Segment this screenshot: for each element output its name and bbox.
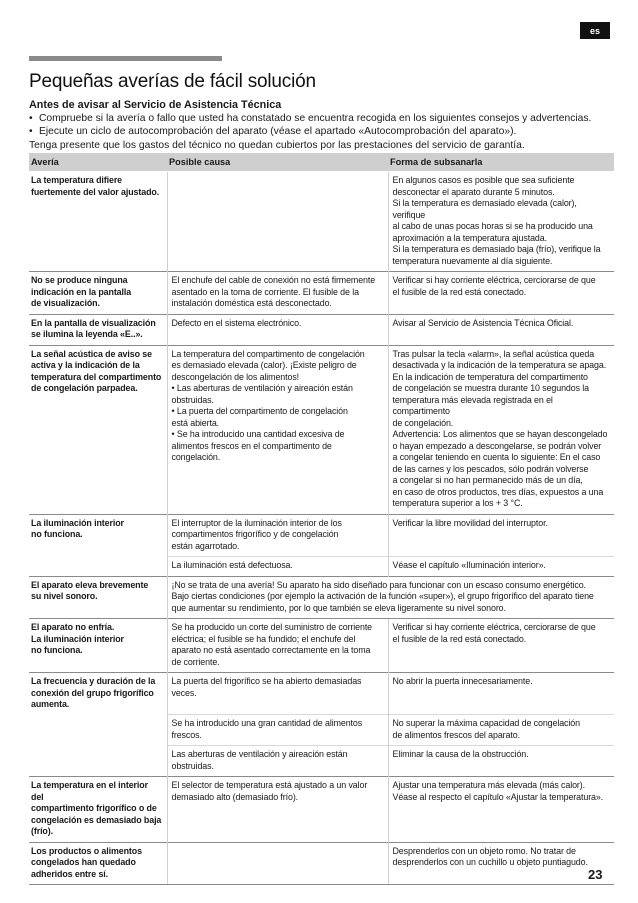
text-line: desprenderlos con un cuchillo u objeto puntiagudo.: [392, 857, 588, 867]
text-line: En algunos casos es posible que sea suficiente: [392, 175, 575, 185]
remedy-cell: [388, 557, 614, 577]
text-line: aproximación a la temperatura ajustada.: [392, 232, 547, 243]
intro-bullet-text: Ejecute un ciclo de autocomprobación del aparato (véase el apartado «Autocomprobación del aparato»).: [39, 126, 517, 138]
cause-cell: [167, 842, 388, 885]
text-line: Véase al respecto el capítulo «Ajustar la temperatura».: [392, 791, 604, 802]
text-line: La iluminación está defectuosa.: [171, 560, 293, 570]
cause-cell: [167, 673, 388, 715]
text-line: (frío).: [31, 826, 53, 836]
table-row: [29, 842, 614, 885]
text-line: Los productos o alimentos: [31, 845, 142, 856]
fault-cell: [29, 345, 167, 514]
table-row: [29, 746, 614, 777]
intro-block: [29, 99, 614, 152]
cause-cell: [167, 557, 388, 577]
cause-cell: [167, 314, 388, 345]
text-line: Si la temperatura es demasiado elevada (calor), verifique: [392, 198, 577, 220]
text-line: La señal acústica de aviso se: [31, 348, 152, 359]
text-line: El interruptor de la iluminación interior de los: [171, 517, 342, 528]
text-line: de congelación.: [392, 417, 454, 428]
header-fault: Avería: [29, 153, 167, 172]
table-row: [29, 172, 614, 272]
table-row: [29, 314, 614, 345]
text-line: aparato no está asentado correctamente en la toma: [171, 645, 371, 655]
text-line: En la indicación de temperatura del compartimento: [392, 371, 588, 382]
text-line: temperatura más elevada registrada en el compartimento: [392, 394, 553, 416]
table-row: [29, 619, 614, 673]
intro-bullet-text: Compruebe si la avería o fallo que usted ha constatado se encuentra recogida en los siguientes consejos y advertencias.: [39, 113, 592, 125]
text-line: el fusible de la red está conectado.: [392, 633, 527, 644]
text-line: desconectar el aparato durante 5 minutos.: [392, 186, 555, 197]
table-row: [29, 777, 614, 843]
fault-cell: [29, 172, 167, 272]
text-line: Verificar si hay corriente eléctrica, cerciorarse de que: [392, 275, 596, 285]
text-line: Se ha introducido una gran cantidad de alimentos: [171, 718, 363, 728]
text-line: No superar la máxima capacidad de congelación: [392, 718, 580, 728]
remedy-cell: [388, 777, 614, 843]
table-row: [29, 673, 614, 715]
text-line: temperatura del compartimento: [31, 371, 162, 382]
text-line: o hayan empezado a descongelarse, se podrán volver: [392, 440, 602, 451]
text-line: congelados han quedado: [31, 857, 136, 867]
text-line: • La puerta del compartimento de congelación: [171, 406, 348, 416]
text-line: Verificar la libre movilidad del interruptor.: [392, 517, 548, 528]
language-badge: es: [580, 22, 610, 39]
text-line: es demasiado elevada (calor). ¡Existe peligro de: [171, 360, 357, 370]
cause-cell: [167, 715, 388, 746]
fault-cell: [29, 842, 167, 885]
text-line: demasiado alto (demasiado frío).: [171, 791, 299, 802]
text-line: fuertemente del valor ajustado.: [31, 186, 160, 197]
bullet-icon: •: [29, 113, 33, 125]
fault-cell: [29, 673, 167, 715]
table-row: [29, 272, 614, 315]
page-title: Pequeñas averías de fácil solución: [29, 71, 316, 92]
fault-cell: [29, 576, 167, 619]
table-row: [29, 715, 614, 746]
table-row: [29, 576, 614, 619]
text-line: Tras pulsar la tecla «alarm», la señal acústica queda: [392, 348, 595, 359]
header-cause: Posible causa: [167, 153, 388, 172]
text-line: se ilumina la leyenda «E..».: [31, 329, 143, 339]
text-line: La iluminación interior: [31, 633, 124, 644]
text-line: Se ha producido un corte del suministro de corriente: [171, 622, 373, 632]
table-body: [29, 172, 614, 885]
text-line: ¡No se trata de una avería! Su aparato ha sido diseñado para funcionar con un escaso consumo energético.: [171, 579, 586, 590]
text-line: El aparato eleva brevemente: [31, 579, 149, 590]
text-line: de congelación parpadea.: [31, 383, 138, 393]
text-line: La iluminación interior: [31, 517, 124, 528]
text-line: El selector de temperatura está ajustado a un valor: [171, 780, 368, 790]
text-line: veces.: [171, 687, 197, 698]
text-line: está abierta.: [171, 417, 220, 428]
remedy-cell: [388, 314, 614, 345]
text-line: El aparato no enfría.: [31, 622, 115, 632]
text-line: conexión del grupo frigorífico: [31, 687, 154, 698]
text-line: su nivel sonoro.: [31, 591, 98, 601]
text-line: En la pantalla de visualización: [31, 317, 156, 328]
text-line: no funciona.: [31, 529, 83, 539]
header-remedy: Forma de subsanarla: [388, 153, 614, 172]
text-line: obstruidas.: [171, 394, 214, 405]
cause-cell: [167, 777, 388, 843]
remedy-cell: [388, 172, 614, 272]
text-line: desactivada y la indicación de la temperatura se apaga.: [392, 360, 607, 370]
note-cell: [167, 576, 614, 619]
text-line: compartimento frigorífico o de: [31, 803, 157, 813]
text-line: Véase el capítulo «Iluminación interior».: [392, 560, 546, 570]
text-line: frescos.: [171, 729, 202, 740]
text-line: alimentos frescos en el compartimento de: [171, 440, 332, 451]
text-line: de visualización.: [31, 298, 100, 308]
remedy-cell: [388, 514, 614, 557]
text-line: La puerta del frigorífico se ha abierto demasiadas: [171, 676, 362, 686]
text-line: activa y la indicación de la: [31, 360, 140, 370]
text-line: La temperatura en el interior del: [31, 780, 148, 802]
text-line: instalación doméstica está desconectado.: [171, 298, 332, 308]
text-line: obstruidas.: [171, 760, 214, 771]
text-line: temperatura superior a los + 3 °C.: [392, 498, 523, 508]
cause-cell: [167, 272, 388, 315]
fault-cell: [29, 314, 167, 345]
intro-note: Tenga presente que los gastos del técnico no quedan cubiertos por las prestaciones del servicio de garantía.: [29, 139, 525, 151]
fault-cell: [29, 272, 167, 315]
fault-cell: [29, 557, 167, 577]
text-line: Advertencia: Los alimentos que se hayan descongelado: [392, 429, 608, 439]
text-line: compartimentos frigorífico y de congelación: [171, 529, 339, 539]
text-line: Las aberturas de ventilación y aireación están: [171, 749, 348, 759]
intro-lead: Antes de avisar al Servicio de Asistencia Técnica: [29, 99, 282, 111]
text-line: en caso de otros productos, tres días, expuestos a una: [392, 486, 604, 497]
text-line: eléctrica; el fusible se ha fundido; el enchufe del: [171, 633, 356, 644]
text-line: no funciona.: [31, 645, 83, 655]
text-line: • Se ha introducido una cantidad excesiva de: [171, 429, 345, 439]
text-line: Eliminar la causa de la obstrucción.: [392, 749, 529, 759]
text-line: La temperatura difiere: [31, 175, 123, 185]
table-row: [29, 345, 614, 514]
section-rule: [29, 56, 222, 61]
text-line: al cabo de unas pocas horas si se ha producido una: [392, 221, 593, 231]
text-line: están agarrotado.: [171, 540, 240, 551]
text-line: adheridos entre sí.: [31, 868, 109, 879]
text-line: asentado en la toma de corriente. El fusible de la: [171, 286, 359, 297]
table-row: [29, 557, 614, 577]
text-line: indicación en la pantalla: [31, 286, 132, 297]
text-line: aumenta.: [31, 699, 70, 709]
text-line: Si la temperatura es demasiado baja (frío), verifique la: [392, 244, 601, 254]
cause-cell: [167, 514, 388, 557]
remedy-cell: [388, 673, 614, 715]
text-line: descongelación de los alimentos!: [171, 371, 300, 382]
table-header-row: [29, 153, 614, 172]
text-line: a congelar si no han permanecido más de un día,: [392, 475, 583, 485]
text-line: La frecuencia y duración de la: [31, 676, 156, 686]
remedy-cell: [388, 272, 614, 315]
text-line: • Las aberturas de ventilación y aireación están: [171, 383, 353, 393]
cause-cell: [167, 345, 388, 514]
remedy-cell: [388, 746, 614, 777]
text-line: congelación es demasiado baja: [31, 814, 162, 825]
text-line: El enchufe del cable de conexión no está firmemente: [171, 275, 376, 285]
cause-cell: [167, 619, 388, 673]
text-line: temperatura nuevamente al día siguiente.: [392, 255, 553, 266]
bullet-icon: •: [29, 126, 33, 138]
text-line: No abrir la puerta innecesariamente.: [392, 676, 533, 686]
text-line: de congelación se muestra durante 10 segundos la: [392, 383, 590, 393]
text-line: Bajo ciertas condiciones (por ejemplo la activación de la función «super»), el grupo frigorífico del aparato tiene: [171, 591, 594, 601]
cause-cell: [167, 172, 388, 272]
fault-cell: [29, 715, 167, 746]
text-line: Ajustar una temperatura más elevada (más calor).: [392, 780, 586, 790]
intro-bullet: [29, 125, 614, 138]
remedy-cell: [388, 842, 614, 885]
cause-cell: [167, 746, 388, 777]
page-number: 23: [588, 867, 603, 882]
remedy-cell: [388, 715, 614, 746]
text-line: La temperatura del compartimento de congelación: [171, 348, 365, 359]
text-line: de alimentos frescos del aparato.: [392, 729, 520, 740]
text-line: Defecto en el sistema electrónico.: [171, 317, 302, 328]
remedy-cell: [388, 345, 614, 514]
text-line: de las carnes y los pescados, sólo podrán volverse: [392, 463, 589, 474]
text-line: No se produce ninguna: [31, 275, 128, 285]
text-line: el fusible de la red está conectado.: [392, 286, 527, 297]
intro-bullet: [29, 112, 614, 125]
remedy-cell: [388, 619, 614, 673]
text-line: Desprenderlos con un objeto romo. No tratar de: [392, 845, 576, 856]
fault-cell: [29, 746, 167, 777]
text-line: Verificar si hay corriente eléctrica, cerciorarse de que: [392, 622, 596, 632]
table-row: [29, 514, 614, 557]
fault-cell: [29, 514, 167, 557]
fault-cell: [29, 619, 167, 673]
text-line: Avisar al Servicio de Asistencia Técnica Oficial.: [392, 317, 574, 328]
text-line: congelación.: [171, 452, 221, 462]
text-line: de corriente.: [171, 656, 220, 667]
fault-cell: [29, 777, 167, 843]
troubleshooting-table: [29, 153, 614, 885]
text-line: a congelar teniendo en cuenta lo siguiente: En el caso: [392, 452, 601, 462]
text-line: que aumentar su rendimiento, por lo que también se eleva ligeramente su nivel sonoro.: [171, 602, 506, 613]
